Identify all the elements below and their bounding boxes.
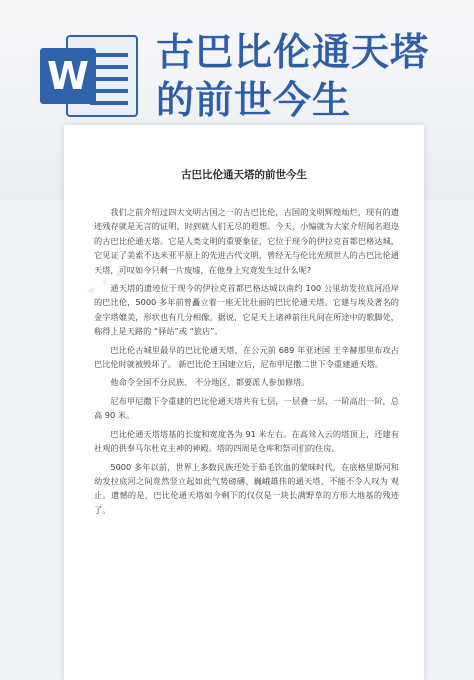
document-body (94, 205, 399, 521)
paragraph: 尼布甲尼撒下令重建的巴比伦通天塔共有七层，一层叠一层，一阶高出一阶，总高 90 米。 (94, 395, 399, 421)
header-title: 古巴比伦通天塔的前世今生 (156, 30, 430, 122)
paragraph: 巴比伦古城里最早的巴比伦通天塔，在公元前 689 年亚述国 王辛赫那里布攻占巴比伦时就被毁坏了。 新巴比伦王国建立后，尼布甲尼撒二世下令重建通天塔。 (94, 344, 399, 370)
watermark: ✦ ✦ ✦ (82, 265, 130, 301)
paragraph: 通天塔的遗迹位于现今的伊拉克首都巴格达城以南约 100 公里幼发拉底河沿岸的巴比伦，5000 多年前曾矗立着一座无比壮丽的巴比伦通天塔。它建与埃及著名的金字塔媲美，形状也有几分相像。据说，它是天上诸神前往凡间在所途中的歌脚处，称得上是天路的 “驿站”或 “旅店”。 (94, 283, 399, 337)
watermark: ✦ ✦ ✦ (262, 445, 310, 481)
document-title: 古巴比伦通天塔的前世今生 (181, 169, 307, 181)
word-document-icon (40, 35, 138, 117)
word-icon-letter: W (40, 48, 96, 104)
paragraph: 巴比伦通天塔塔基的长度和宽度各为 91 米左右。在高耸入云的塔顶上，还建有社观的供奉马尔杜克主神的神殿。塔的四周是仓库和祭司们的住房。 (94, 428, 399, 454)
paragraph: 他命令全国不分民族、 不分地区，都要派人参加修塔。 (110, 377, 310, 388)
paragraph: 5000 多年以前，世界上多数民族还处于茹毛饮血的蒙昧时代，在底格里斯河和 幼发拉底河之间竟然竖立起如此气势磅礴、巍峨雄伟的通天塔，不能不令人叹为 观 止。遗憾的是，巴比伦通天塔如今剩下的仅仅是一块长满野草的方形大地基的残迹了。 (94, 461, 399, 515)
document-page (64, 125, 424, 680)
paragraph: 我们之前介绍过四大文明古国之一的古巴比伦，古国的文明辉煌灿烂，现有的遗迹残存就是无言的证明，时到就人们无尽的遐想。今天，小编就为大家介绍闻名遐迩的古巴比伦通天塔。它是人类文明的重要象征，它位于现今的伊拉克首都巴格达城，它见证了美索不达米亚平原上的先进古代文明，曾经无与伦比光照世人的古巴比伦通天塔，可叹如今只剩一片废墟，在他身上究竟发生过什么呢? (94, 207, 399, 275)
